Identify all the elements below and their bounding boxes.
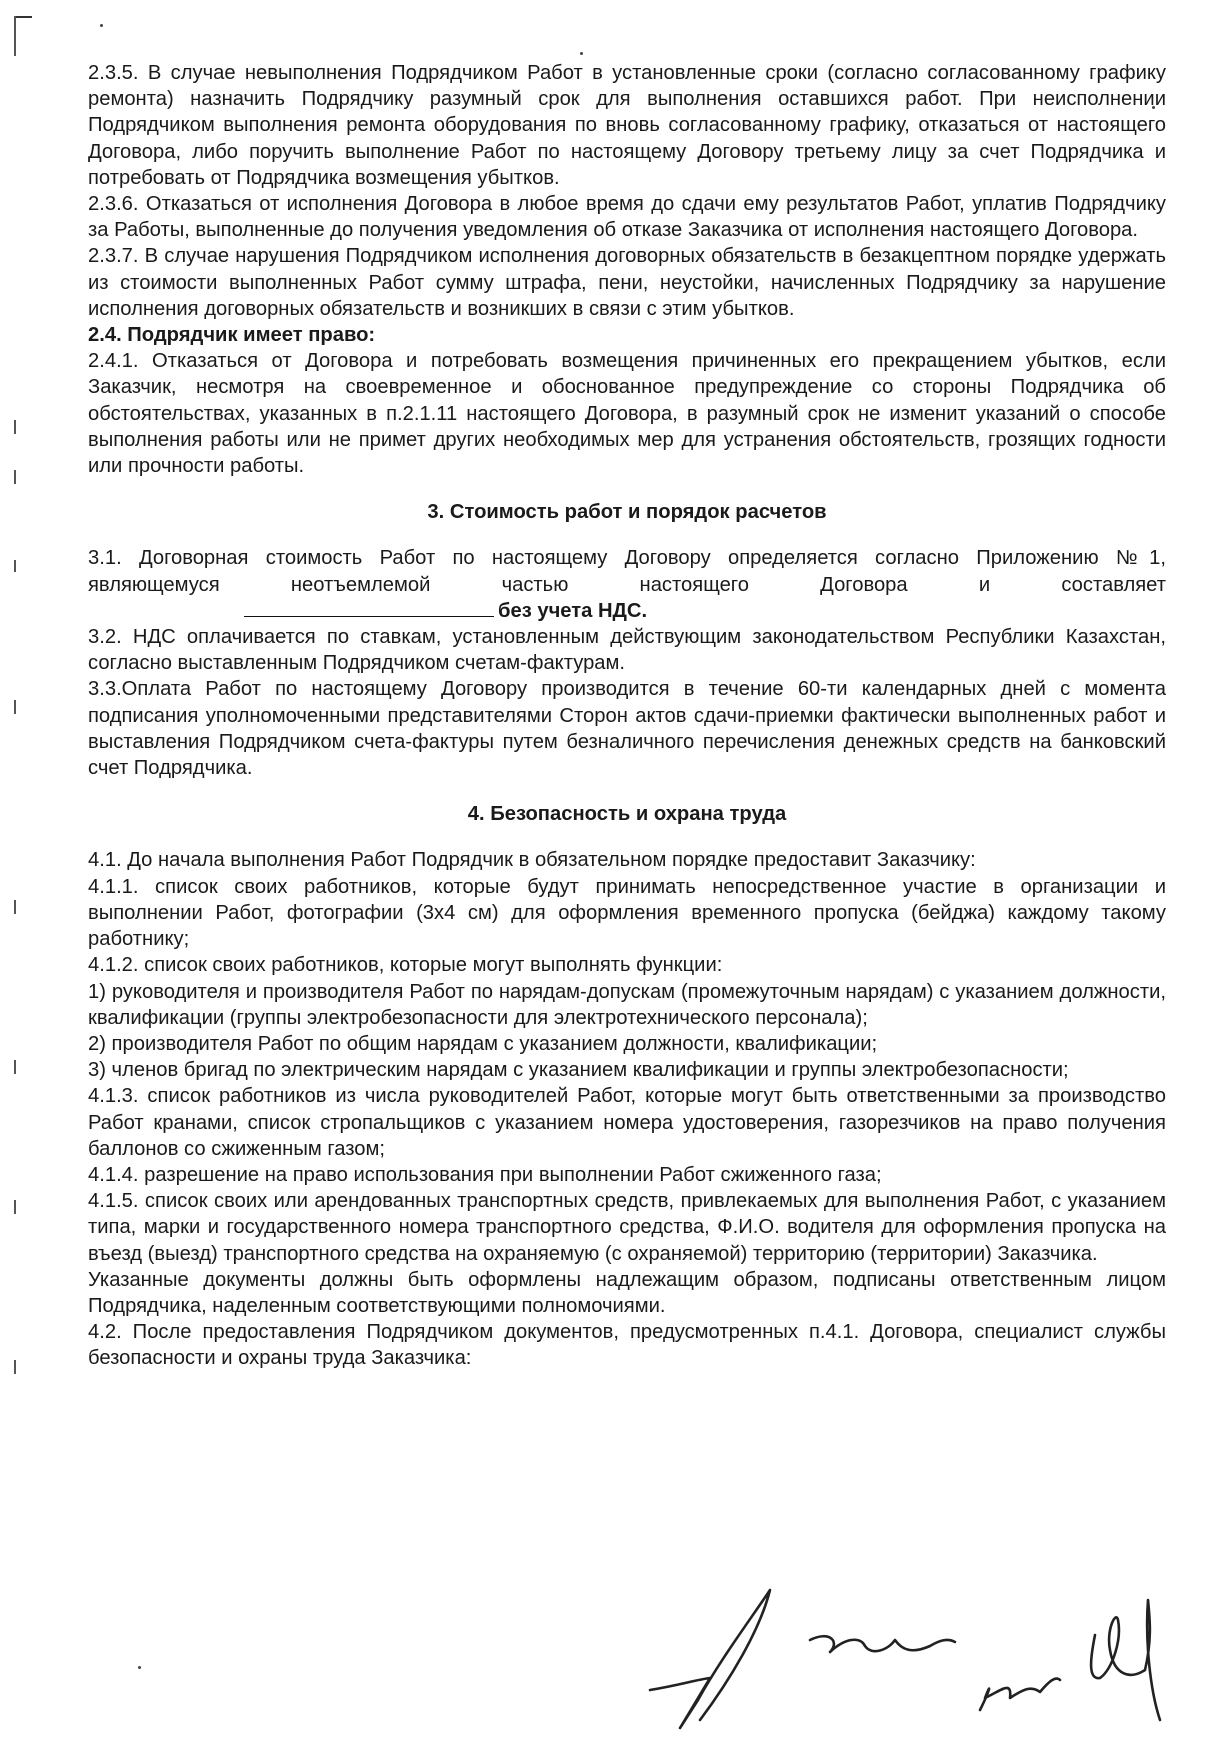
clause-4-1-5: 4.1.5. список своих или арендованных транспортных средств, привлекаемых для выполнения Работ, с указанием типа, марки и государственного номера транспортного средства, Ф.И.О. водителя для оформления пропуска на въезд (выезд) транспортного средства на охраняемую (с охраняемой) территорию (территории) Заказчика. [88,1190,1166,1265]
clause-2-3-5: 2.3.5. В случае невыполнения Подрядчиком Работ в установленные сроки (согласно согласованному графику ремонта) назначить Подрядчику разумный срок для выполнения оставшихся работ. При неисполнении Подрядчиком выполнения ремонта оборудования по вновь согласованному графику, отказаться от настоящего Договора, либо поручить выполнение Работ по настоящему Договору третьему лицу за счет Подрядчика и потребовать от Подрядчика возмещения убытков. [88,62,1166,189]
section-3-title: 3. Стоимость работ и порядок расчетов [427,501,827,524]
clause-4-1-2-item-1: 1) руководителя и производителя Работ по нарядам-допускам (промежуточным нарядам) с указанием должности, квалификации (группы электробезопасности для электротехнического персонала); [88,980,1166,1029]
clause-4-1-2-item-3: 3) членов бригад по электрическим нарядам с указанием квалификации и группы электробезопасности; [88,1059,1069,1082]
amount-blank-field [244,598,494,617]
scan-edge-line [14,560,16,572]
clause-4-1-1: 4.1.1. список своих работников, которые будут принимать непосредственное участие в организации и выполнении Работ, фотографии (3х4 см) для оформления временного пропуска (бейджа) каждому такому работнику; [88,875,1166,951]
scan-edge-line [14,1360,16,1374]
scan-speck [138,1666,141,1669]
signature-3 [980,1679,1060,1711]
document-page [88,60,1166,1372]
scan-speck [100,24,103,27]
clause-3-1-amount-line [88,598,1166,624]
clause-4-1-2: 4.1.2. список своих работников, которые могут выполнять функции: [88,954,723,977]
clause-2-4-heading: 2.4. Подрядчик имеет право: [88,324,376,347]
clause-4-2: 4.2. После предоставления Подрядчиком документов, предусмотренных п.4.1. Договора, специалист службы безопасности и охраны труда Заказчика: [88,1321,1166,1370]
clause-3-2: 3.2. НДС оплачивается по ставкам, установленным действующим законодательством Республики Казахстан, согласно выставленным Подрядчиком счетам-фактурам. [88,626,1166,675]
clause-4-1: 4.1. До начала выполнения Работ Подрядчик в обязательном порядке предоставит Заказчику: [88,849,976,872]
clause-3-1: 3.1. Договорная стоимость Работ по настоящему Договору определяется согласно Приложению №1, являющемуся неотъемлемой частью настоящего Договора и составляет [88,547,1166,596]
scan-edge-line [14,900,16,914]
scan-corner-mark [14,16,32,18]
signature-4 [1091,1600,1160,1720]
clause-3-1-vat-note: без учета НДС. [498,599,648,622]
section-4-title: 4. Безопасность и охрана труда [467,803,787,826]
signature-2 [810,1636,955,1652]
scan-edge-line [14,700,16,714]
scan-edge-line [14,420,16,434]
clause-4-1-3: 4.1.3. список работников из числа руководителей Работ, которые могут быть ответственными за производство Работ кранами, список стропальщиков с указанием номера удостоверения, газорезчиков на право получения баллонов со сжиженным газом; [88,1085,1166,1160]
clause-2-3-6: 2.3.6. Отказаться от исполнения Договора в любое время до сдачи ему результатов Работ, уплатив Подрядчику за Работы, выполненные до получения уведомления об отказе Заказчика от исполнения настоящего Договора. [88,193,1166,242]
clause-4-1-4: 4.1.4. разрешение на право использования при выполнении Работ сжиженного газа; [88,1163,882,1186]
clause-2-4-1: 2.4.1. Отказаться от Договора и потребовать возмещения причиненных его прекращением убытков, если Заказчик, несмотря на своевременное и обоснованное предупреждение со стороны Подрядчика об обстоятельствах, указанных в п.2.1.11 настоящего Договора, в разумный срок не изменит указаний о способе выполнения работы или не примет других необходимых мер для устранения обстоятельств, грозящих годности или прочности работы. [88,350,1166,478]
signature-1 [650,1590,770,1728]
scan-edge-line [14,1060,16,1074]
scan-edge-line [14,1200,16,1214]
clause-4-1-note: Указанные документы должны быть оформлены надлежащим образом, подписаны ответственным лицом Подрядчика, наделенным соответствующими полномочиями. [88,1268,1166,1317]
scan-edge-line [14,470,16,484]
handwritten-signatures [640,1580,1200,1730]
clause-3-3: 3.3.Оплата Работ по настоящему Договору производится в течение 60-ти календарных дней с момента подписания уполномоченными представителями Сторон актов сдачи-приемки фактически выполненных работ и выставления Подрядчиком счета-фактуры путем безналичного перечисления денежных средств на банковский счет Подрядчика. [88,678,1166,780]
clause-2-3-7: 2.3.7. В случае нарушения Подрядчиком исполнения договорных обязательств в безакцептном порядке удержать из стоимости выполненных Работ сумму штрафа, пени, неустойки, начисленных Подрядчику за нарушение исполнения договорных обязательств и возникших в связи с этим убытков. [88,245,1166,320]
clause-4-1-2-item-2: 2) производителя Работ по общим нарядам с указанием должности, квалификации; [88,1032,878,1055]
scan-speck [580,52,583,55]
scan-edge-line [14,16,16,56]
